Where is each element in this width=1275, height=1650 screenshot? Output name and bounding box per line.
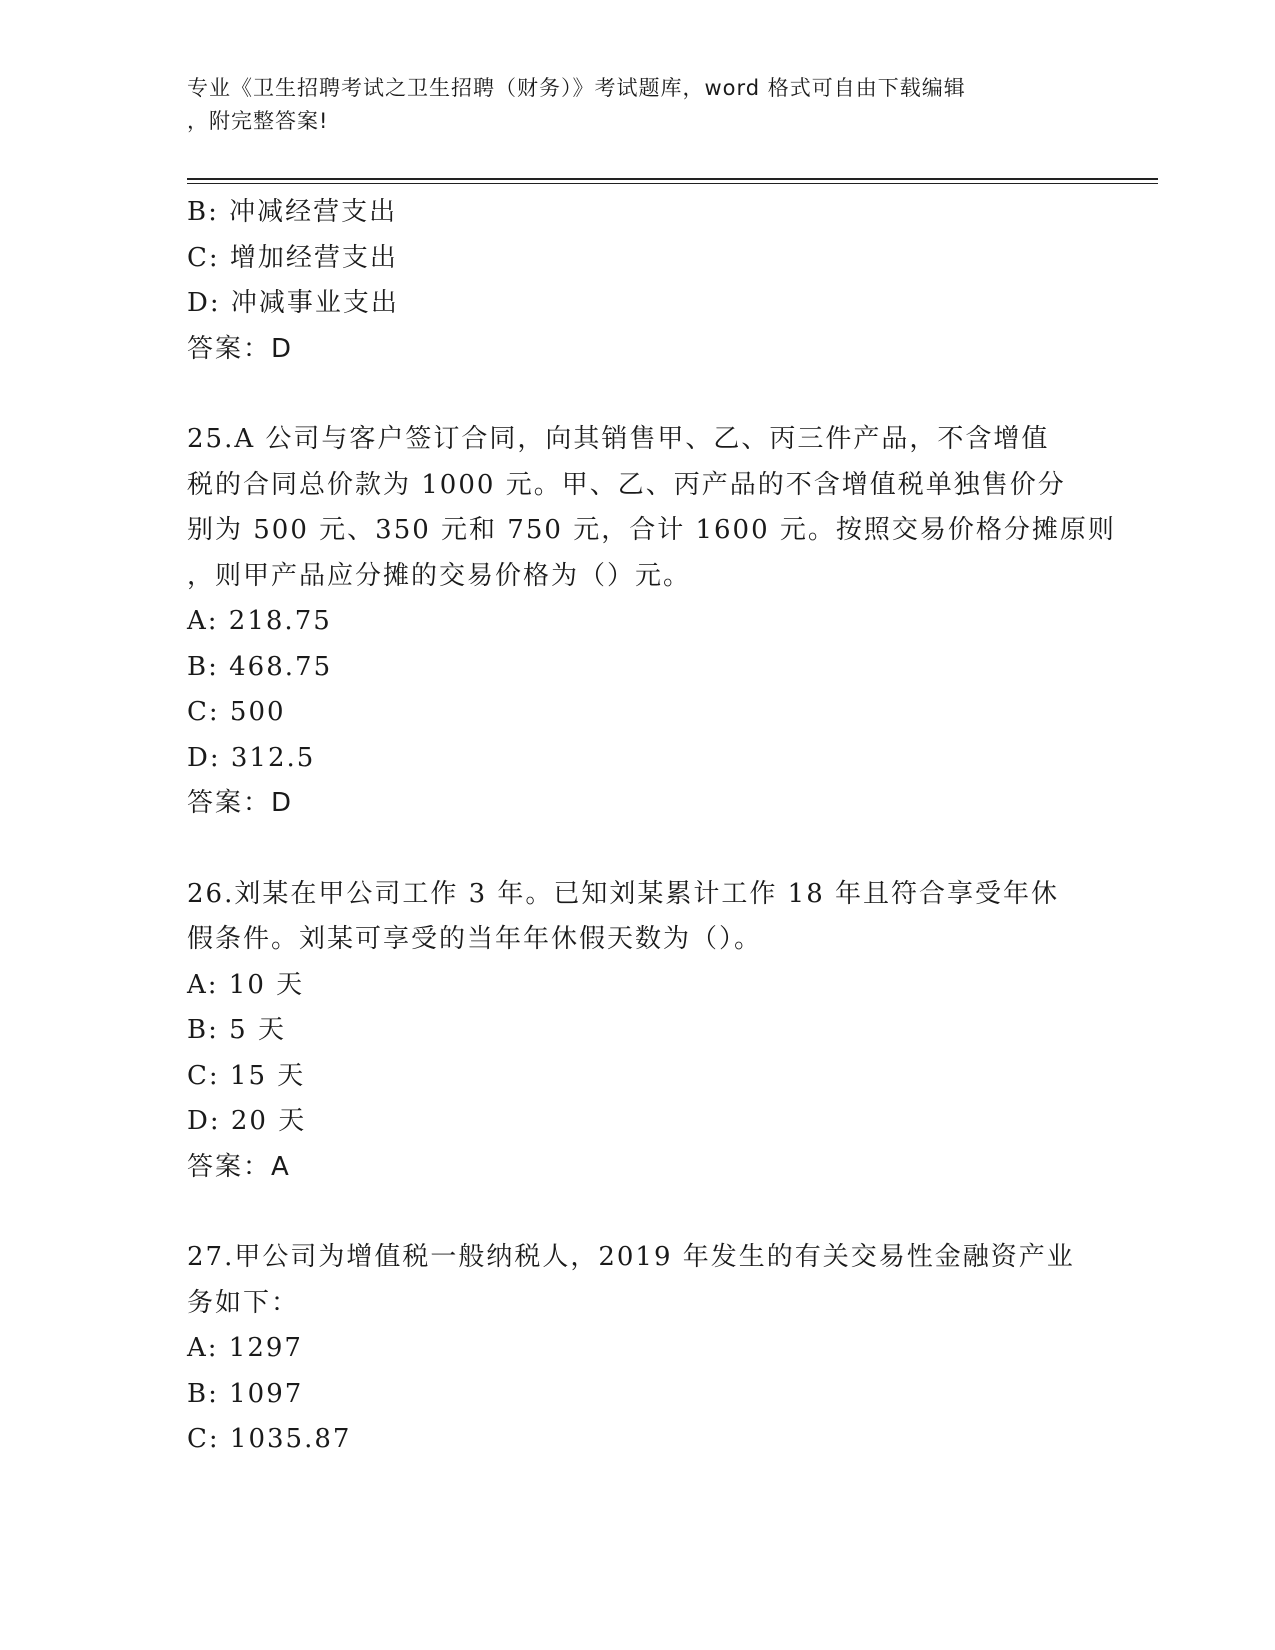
question-block-26	[187, 872, 1087, 1191]
option-line: B: 5 天	[187, 1015, 286, 1045]
option-line: C: 1035.87	[187, 1424, 352, 1454]
header-line-2: ，附完整答案!	[187, 109, 329, 133]
option-line: D: 20 天	[187, 1106, 307, 1136]
question-text-line: 别为 500 元、350 元和 750 元，合计 1600 元。按照交易价格分摊原则	[187, 515, 1116, 545]
header-rule-thin	[187, 183, 1158, 184]
document-header	[187, 72, 1087, 138]
question-text-line: 27.甲公司为增值税一般纳税人，2019 年发生的有关交易性金融资产业	[187, 1242, 1075, 1272]
question-text-line: 税的合同总价款为 1000 元。甲、乙、丙产品的不含增值税单独售价分	[187, 469, 1066, 500]
question-block-24	[187, 190, 1087, 372]
question-block-27	[187, 1235, 1087, 1463]
option-line: B: 1097	[187, 1378, 304, 1409]
answer-line: 答案：D	[187, 333, 294, 364]
question-block-25	[187, 417, 1116, 827]
option-line: A: 218.75	[187, 606, 332, 636]
question-text-line: 25.A 公司与客户签订合同，向其销售甲、乙、丙三件产品，不含增值	[187, 424, 1050, 454]
question-text-line: ，则甲产品应分摊的交易价格为（）元。	[187, 560, 692, 591]
answer-line: 答案：A	[187, 1151, 291, 1182]
question-list	[187, 190, 1116, 1463]
option-line: B: 冲减经营支出	[187, 197, 398, 227]
option-line: C: 15 天	[187, 1060, 306, 1091]
question-text-line: 务如下：	[187, 1287, 300, 1318]
option-line: A: 10 天	[187, 969, 305, 1000]
option-line: A: 1297	[187, 1333, 303, 1363]
answer-line: 答案：D	[187, 788, 294, 818]
option-line: C: 500	[187, 697, 286, 727]
option-line: C: 增加经营支出	[187, 242, 398, 273]
option-line: B: 468.75	[187, 651, 333, 682]
header-rule-thick	[187, 178, 1158, 180]
question-text-line: 假条件。刘某可享受的当年年休假天数为（）。	[187, 924, 763, 954]
option-line: D: 冲减事业支出	[187, 288, 399, 318]
header-line-1: 专业《卫生招聘考试之卫生招聘（财务）》考试题库，word 格式可自由下载编辑	[187, 76, 966, 100]
option-line: D: 312.5	[187, 742, 316, 773]
question-text-line: 26.刘某在甲公司工作 3 年。已知刘某累计工作 18 年且符合享受年休	[187, 878, 1060, 909]
